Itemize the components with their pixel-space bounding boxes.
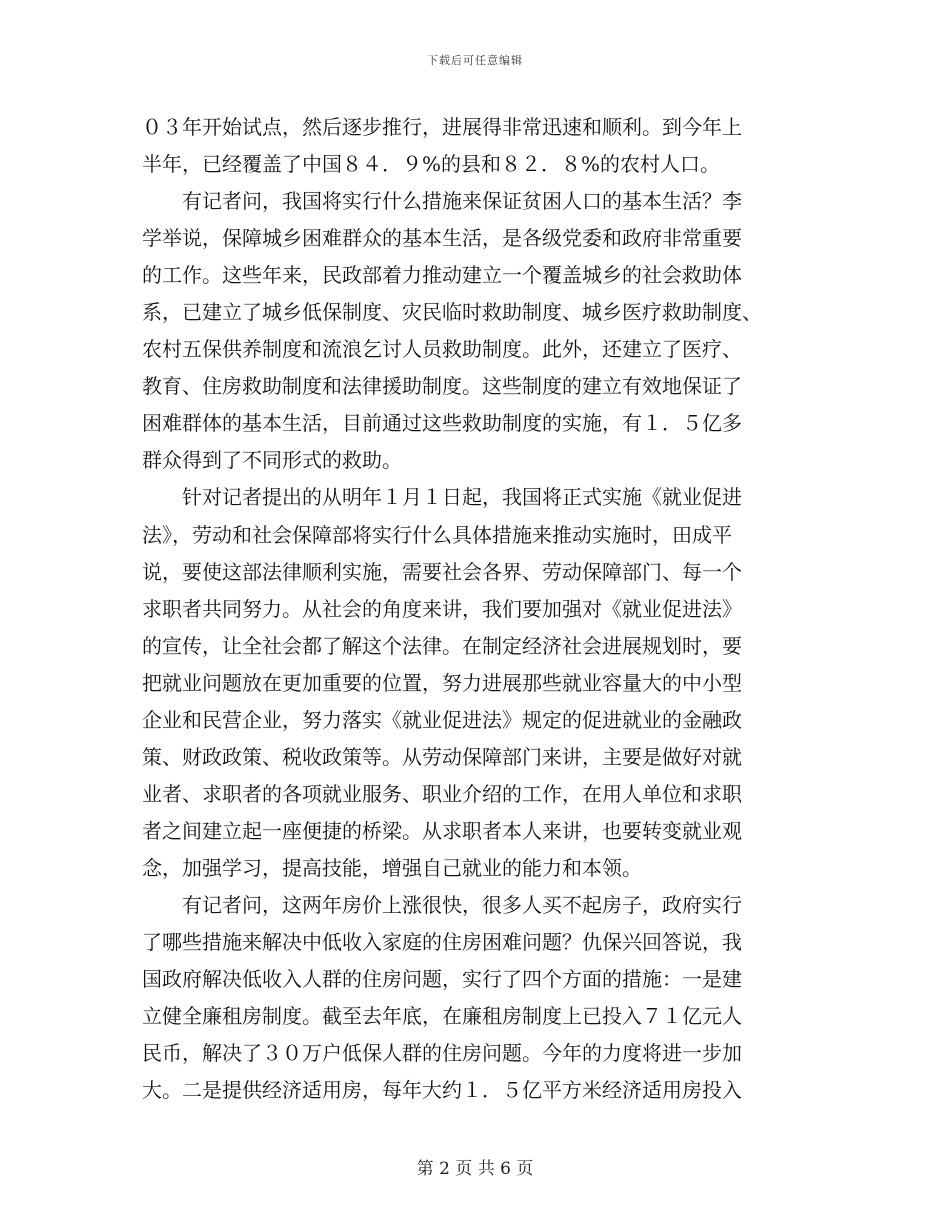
- text-line: 学举说，保障城乡困难群众的基本生活，是各级党委和政府非常重要: [142, 226, 742, 251]
- text-line: 企业和民营企业，努力落实《就业促进法》规定的促进就业的金融政: [142, 707, 742, 732]
- text-line: 了哪些措施来解决中低收入家庭的住房困难问题？仇保兴回答说，我: [142, 930, 742, 955]
- text-line: 农村五保供养制度和流浪乞讨人员救助制度。此外，还建立了医疗、: [142, 337, 742, 362]
- text-line: 有记者问，这两年房价上涨很快，很多人买不起房子，政府实行: [182, 892, 742, 917]
- text-line: 策、财政政策、税收政策等。从劳动保障部门来讲，主要是做好对就: [142, 744, 742, 769]
- page-footer: 第 2 页 共 6 页: [416, 1159, 534, 1179]
- text-line: 有记者问，我国将实行什么措施来保证贫困人口的基本生活？李: [182, 189, 742, 214]
- page-header: 下载后可任意编辑: [427, 54, 523, 67]
- document-body: [142, 109, 822, 1109]
- text-line: 教育、住房救助制度和法律援助制度。这些制度的建立有效地保证了: [142, 374, 742, 399]
- text-line: 的工作。这些年来，民政部着力推动建立一个覆盖城乡的社会救助体: [142, 263, 742, 288]
- text-line: 针对记者提出的从明年１月１日起，我国将正式实施《就业促进: [182, 485, 742, 510]
- text-line: 大。二是提供经济适用房，每年大约１．５亿平方米经济适用房投入: [142, 1078, 742, 1103]
- text-line: 半年，已经覆盖了中国８４．９%的县和８２．８%的农村人口。: [142, 152, 721, 177]
- text-line: 求职者共同努力。从社会的角度来讲，我们要加强对《就业促进法》: [142, 596, 742, 621]
- text-line: 群众得到了不同形式的救助。: [142, 448, 402, 473]
- text-line: 困难群体的基本生活，目前通过这些救助制度的实施，有１．５亿多: [142, 411, 742, 436]
- text-line: 念，加强学习，提高技能，增强自己就业的能力和本领。: [142, 855, 642, 880]
- text-line: 把就业问题放在更加重要的位置，努力进展那些就业容量大的中小型: [142, 670, 742, 695]
- text-line: 业者、求职者的各项就业服务、职业介绍的工作，在用人单位和求职: [142, 781, 742, 806]
- text-line: 法》，劳动和社会保障部将实行什么具体措施来推动实施时，田成平: [142, 522, 732, 547]
- text-line: 立健全廉租房制度。截至去年底，在廉租房制度上已投入７１亿元人: [142, 1004, 742, 1029]
- text-line: 国政府解决低收入人群的住房问题，实行了四个方面的措施：一是建: [142, 967, 742, 992]
- text-line: 的宣传，让全社会都了解这个法律。在制定经济社会进展规划时，要: [142, 633, 742, 658]
- text-line: 者之间建立起一座便捷的桥梁。从求职者本人来讲，也要转变就业观: [142, 818, 742, 843]
- text-line: 民币，解决了３０万户低保人群的住房问题。今年的力度将进一步加: [142, 1041, 742, 1066]
- text-line: 说，要使这部法律顺利实施，需要社会各界、劳动保障部门、每一个: [142, 559, 742, 584]
- text-line: ０３年开始试点，然后逐步推行，进展得非常迅速和顺利。到今年上: [142, 115, 742, 139]
- text-line: 系，已建立了城乡低保制度、灾民临时救助制度、城乡医疗救助制度、: [142, 300, 762, 325]
